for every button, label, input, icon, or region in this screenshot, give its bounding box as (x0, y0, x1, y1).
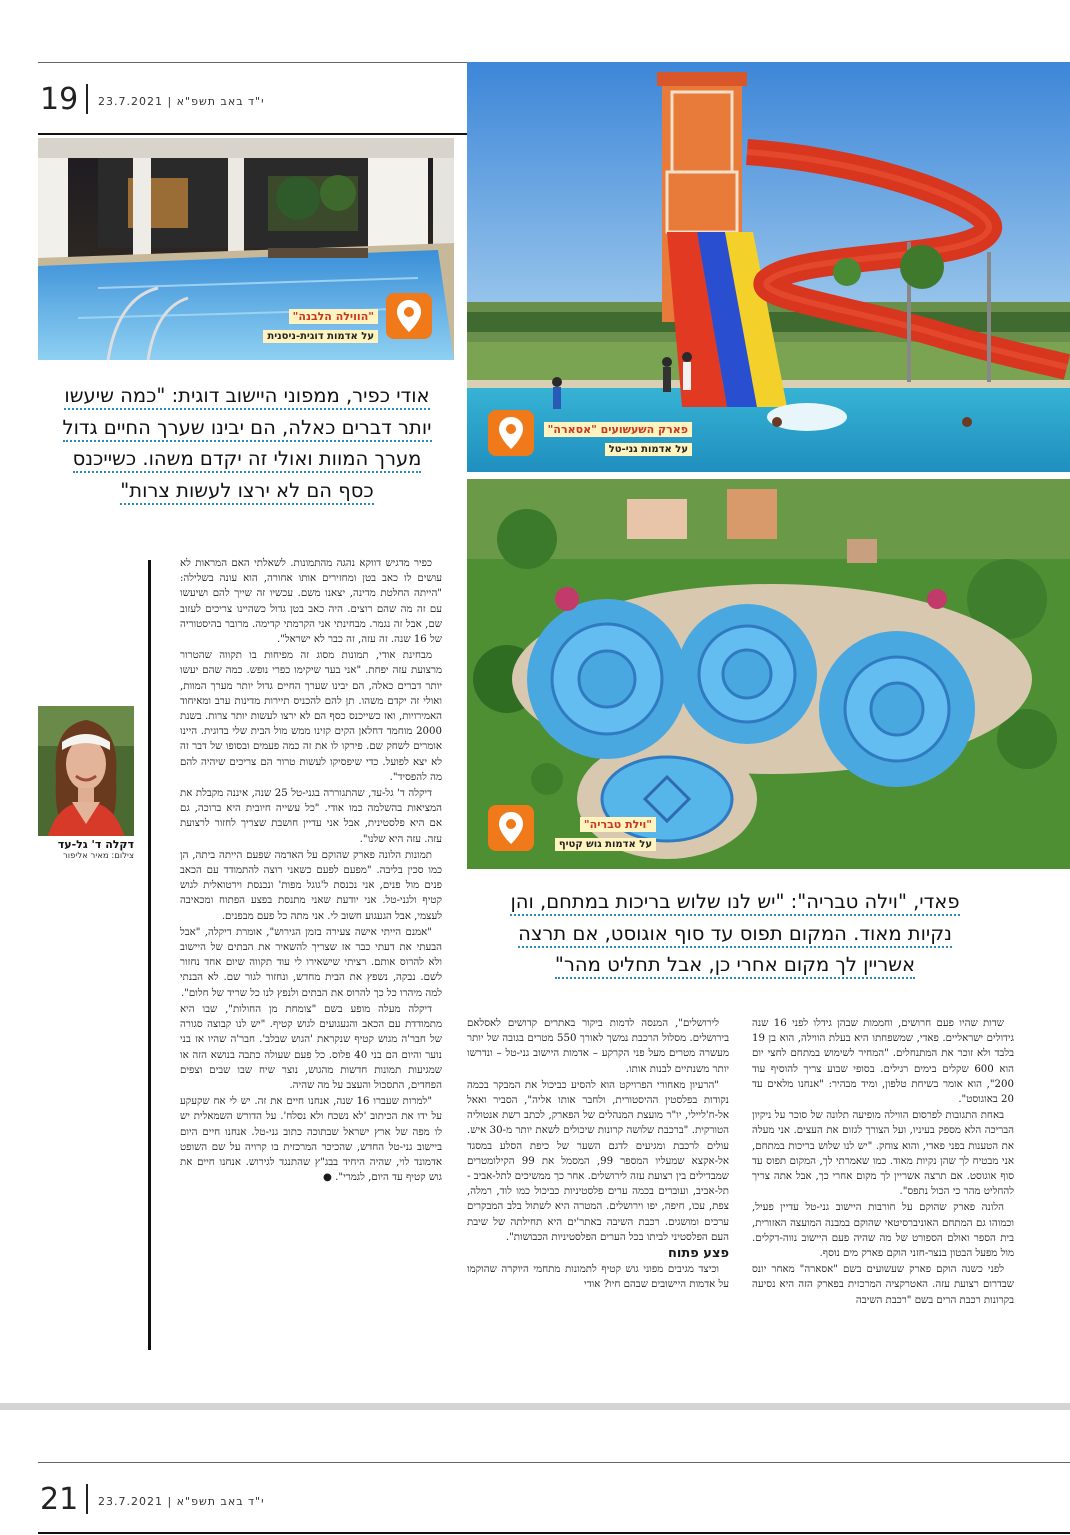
photo-tag-subtitle: על אדמות גוש קטיף (555, 838, 656, 851)
paragraph: דיקלה ד' גל-עד, שהתגוררה בגני-טל 25 שנה, איננה מקבלת את המציאות בהשלמה כמו אודי. "כל עשייה חיובית היא ברוכה, גם אם היא פלסטינית, אבל אני עדיין חושבת שצריך לחזור לרצועת עזה. עזה היא שלנו". (180, 788, 442, 845)
paragraph: וכיצד מגיבים מפוני גוש קטיף לתמונות מתחמי היוקרה שהוקמו על אדמות היישובים שבהם חיו? אודי (467, 1264, 729, 1291)
column-rule-left (148, 560, 151, 1350)
paragraph: תמונות הלונה פארק שהוקם על האדמה שפעם הייתה ביתה, הן כמו סכין בליבה. "מפעם לפעם כשאני רוצה להתמודד עם הכאב פנים מול פנים, אני נכנסת ל'גוגל מפות' ונכנסת וירטואלית לגוש קטיף ולגני-טל. אני יודעת שאני מתנסת בפצע הפתוח ומכאיבה לעצמי, אבל הגעגוע חשוב לי. אני מתה כל פעם מבפנים. (180, 849, 442, 922)
paragraph: כפיר מדגיש דווקא נהגה מהתמונות. לשאלתי האם המראות לא עושים לו כאב בטן ומחזירים אותו אחורה, הוא עונה בשלילה: "הייתה החלטת מדינה, יצאנו משם. עכשיו זה שייך להם ושיעשו עם זה מה שהם רוצים. היה כאב בטן גדול כשהיינו צריכים לעזוב שם, אבל זה נגמר. מבחינתי אני הקרמתי קדימה. מרובר בהיסטוריה של 16 שנה. זה עזה, זה כבר לא ישראל". (180, 558, 442, 646)
paragraph: "אמנם הייתי אישה צעירה בזמן הגירוש", אומרת דיקלה, "אבל הבעתי את דעתי כבר אז שצריך להשאיר את הבתים של היישוב ולא להרוס אותם. רציתי שישאירו לי עוד תקווה שיום אחד נחזור לשם. נבקה, נשפץ את הבית מחדש, ונחזור לגור שם. לא הבנתי למה מיהרו כל כך להרוס את הבתים ולנפץ לנו כל שריד של חלום". (180, 926, 442, 999)
date-line-bottom: י"ד באב תשפ"א | 23.7.2021 (98, 1495, 265, 1508)
paragraph: "הרעיון מאחורי הפרויקט הוא להסיע כביכול את המבקר בכמה נקודות בפלסטין ההיסטורית, ולחבר אותו אליה", הסביר ואאל אל-ח'ליילי, יו"ר מועצת המנהלים של הפארק, לכתב רשת אנטוליה הטורקית. "ברכבת שלושה קרונות שיכולים לשאת יותר מ-30 איש. עולים לרכבת ומגיעים לדגם השער של כיפת הסלע במסגד אל-אקצא שמעליו המספר 99, המסמל את 99 הקילומטרים שמבדילים בין רצועת עזה לירושלים. אחר כך ממשיכים לתל-אביב - תל-אביב, ועוברים בכמה ערים פלסטיניות כביכול כמו לוד, רמלה, צפת, עכו, חיפה, יפו וירושלים. המטרה היא לשתול בלב המבקרים ערכים ומושגים. רכבת השיבה באתר'ים היא תחילתה של שיבת העם הפלסטיני לביתו בכל הערים הפלסטיניות הכבושות". (467, 1079, 729, 1243)
page-separator-bar (0, 1403, 1070, 1410)
photo-tag-tiberias-villa (538, 813, 656, 851)
photo-tag-title: פארק השעשועים "אסארה" (544, 422, 692, 437)
photo-tag-title: "וילת טבריה" (580, 817, 656, 832)
tiberias-villa-aerial-illustration (467, 479, 1070, 869)
date-line-top: י"ד באב תשפ"א | 23.7.2021 (98, 95, 265, 108)
page-number-bottom: 21 (40, 1482, 79, 1517)
location-pin-icon (488, 805, 534, 851)
page-number-divider (86, 84, 88, 114)
bottom-page-header (38, 1462, 468, 1532)
page-number-divider (86, 1484, 88, 1514)
article-column-left (180, 556, 442, 1354)
paragraph: הלונה פארק שהוקם על חורבות היישוב גני-טל עדיין פעיל, וכמוהו גם המתחם האוניברסיטאי שהוקם במבנה המועצה האזורית, בית הספר ואולם הספורט של מה שהיה פעם היישוב נווה-דקלים. מול מפעל הבטון בנצר-חזני הוקם פארק מים נוסף. (752, 1202, 1014, 1260)
article-column-middle (467, 1016, 729, 1354)
portrait-caption (38, 838, 134, 861)
photo-tag-title: "הווילה הלבנה" (289, 309, 378, 324)
paragraph: לפני כשנה הוקם פארק שעשועים בשם "אסארה" מאחר יונס שבדרום רצועת עזה. האטרקציה המרכזית בפארק הזה היא נסיעה בקרונות רכבת הרים בשם "רכבת השיבה (752, 1264, 1014, 1306)
article-column-right (752, 1016, 1014, 1354)
photo-tag-subtitle: על אדמות גני-טל (605, 443, 692, 456)
photo-tag-water-park (538, 418, 692, 456)
portrait-illustration (38, 706, 134, 836)
photo-tiberias-villa (467, 479, 1070, 869)
photo-tag-subtitle: על אדמות דוגית-ניסנית (263, 330, 378, 343)
quote-line: נקיות מאוד. המקום תפוס עד סוף אוגוסט, אם תרצה (518, 922, 952, 948)
paragraph: שדות שהיו פעם חרושים, וחממות שבהן גידלו לפני 16 שנה גידולים ישראליים. פאדי, שמשפחתו היא בעלת הווילה, הוא בן 19 בלבד ולא זוכר את המתנחלים. "המחיר לשימוש במתחם לחצי יום הוא 600 שקלים בימים רגילים. בסופי שבוע צריך להוסיף עוד 200", הוא אומר בשיחת טלפון, ומיד מבהיר: "אנחנו מלאים עד 20 באוגוסט". (752, 1018, 1014, 1106)
paragraph: מבחינת אודי, תמונות מסוג זה מפיחות בו תקווה שהטרור מרצועת עזה יפחת. "אני בעד שיקימו כפרי נופש. כמה שהם יעשו יותר דברים כאלה, הם יבינו שערך החיים גדול יותר מערך המוות, ואולי זה יקדם משהו. תן להם להכניס תיירות מדינות ערב ומאיחוד האמירויות, ואז כשייכנס כסף הם לא ירצו לעשות יותר צרות. בשנת 2000 מוחמד דחלאן הקים קזינו ממש מול הבית שלי בדוגית. היינו אומרים לשחק שם. פירקו לו את זה כמה פעמים ובסופו של דבר זה לא יצא לפועל. כדי שיפסיקו לעשות טרור הם צריכים שיהיה להם מה להפסיד". (180, 650, 442, 783)
subheading-open-wound: פצע פתוח (667, 1246, 729, 1262)
water-park-illustration (467, 62, 1070, 472)
top-page-header (38, 62, 468, 138)
header-rule-bottom-bold (38, 1532, 1070, 1534)
paragraph: דיקלה מעלה מופע בשם "צומחת מן החולות", שבו היא מתמודדת עם הכאב והגעגועים לגוש קטיף. "יש לנו קבוצה סגורה של חבר'ה מגוש קטיף שנקראת 'הגוש שבלב'. חבר'ה שהיו אז בני נוער והיום הם בני 40 פלוס. כל פעם שעולה כתבה בנושא הזה או שמגיעות תמונות חדשות מהגוש, נוצר שיח שבו שבים וצפים הפחדים, התסכול והעצב על מה שהיה. (180, 1003, 442, 1091)
quote-line: מערך המוות ואולי זה יקדם משהו. כשייכנס (73, 447, 422, 473)
pull-quote-fadi (480, 886, 990, 981)
quote-line: כסף הם לא ירצו לעשות צרות" (120, 479, 373, 505)
portrait-photographer: צילום: מאיר אליפור (63, 851, 134, 861)
photo-asara-water-park (467, 62, 1070, 472)
location-pin-icon (488, 410, 534, 456)
quote-line: יותר דברים כאלה, הם יבינו שערך החיים גדול (63, 416, 432, 442)
paragraph: באחת התגובות לפרסום הווילה מופיעה תלונה של סוכר על ניקיון הבריכה הלא מספק בעיניו, ועל הצורך לגזום את העצים. אני מעלה את הטענות בפני פאדי, והוא צוחק. "יש לנו שלוש בריכות במתחם, אני מבטיח לך שהן נקיות מאוד. כמו שאמרתי לך, המקום תפוס עד סוף אוגוסט. אם תרצה אשריין לך מקום אחרי כך, אבל אתה צריך להחליט מהר כי הכול נתפס". (752, 1110, 1014, 1198)
page-number-top: 19 (40, 82, 79, 117)
portrait-name: דקלה ד' גל-עד (57, 838, 134, 851)
paragraph: "למרות שעברו 16 שנה, אנחנו חיים את זה. יש לי אח שקעקע על ידו את הכיתוב 'לא נשכח ולא נסלח'. על הדורש השמאלית יש לו מפה של ארץ ישראל שבתוכה כתוב גני-טל. אנחנו חיים היום ביישוב גני-טל החדש, שהכיכר המרכזית בו קרויה על שם השופט אדמונד לוי, שהיה היחיד בבג"ץ שהתנגד לגירוש. אנחנו חיים את גוש קטיף עד היום, לגמרי". ● (180, 1096, 442, 1184)
paragraph: לירושלים", המנסה לדמות ביקור באתרים קדושים לאסלאם בירושלים. מסלול הרכבת נמשך לאורך 550 מטרים בגובה של יותר מעשרה מטרים מעל פני הקרקע – אדמות היישוב גני-טל – ונדרשו יותר משנתיים לבנות אותו. (467, 1018, 729, 1075)
portrait-dikla-gal-ad (38, 706, 134, 836)
photo-tag-white-villa (230, 305, 378, 343)
quote-line: אשריין לך מקום אחרי כן, אבל תחליט מהר" (555, 953, 915, 979)
quote-line: אודי כפיר, ממפוני היישוב דוגית: "כמה שיעשו (64, 384, 429, 410)
pull-quote-udi-kfir (42, 380, 452, 506)
quote-line: פאדי, "וילה טבריה": "יש לנו שלוש בריכות במתחם, והן (510, 890, 959, 916)
location-pin-icon (386, 293, 432, 339)
